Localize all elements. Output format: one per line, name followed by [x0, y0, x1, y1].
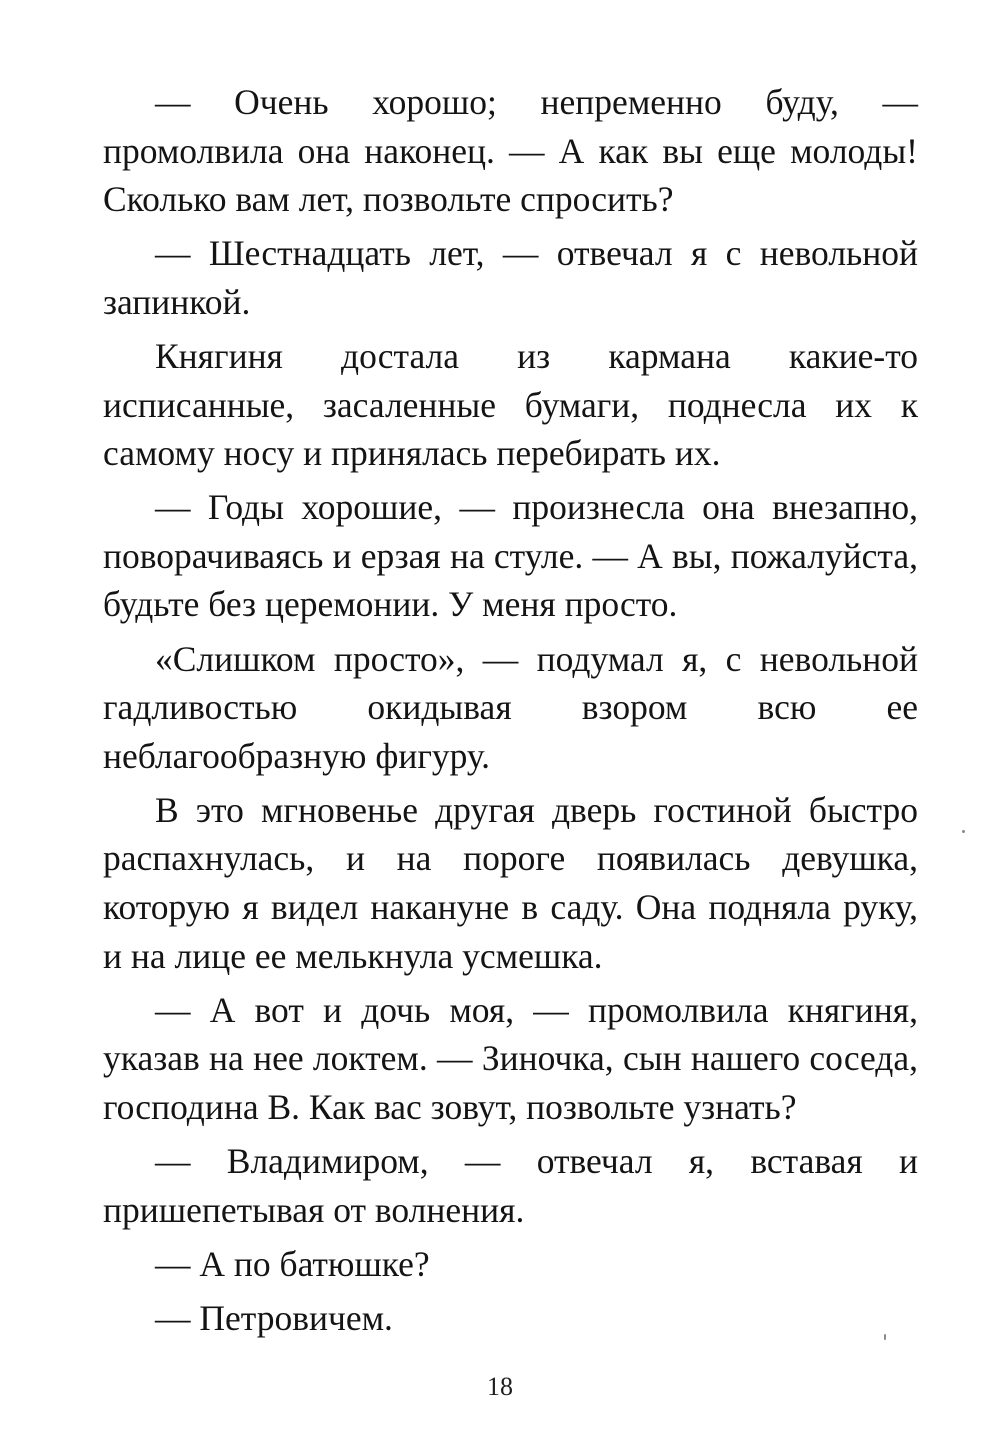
- paragraph-8: — Владимиром, — отвечал я, вставая и пришепетывая от волнения.: [103, 1140, 918, 1230]
- paragraph-1: — Очень хорошо; непременно буду, — промолвила она наконец. — А как вы еще молоды! Сколько вам лет, позвольте спросить?: [103, 82, 918, 220]
- scan-speck: [962, 830, 965, 833]
- scan-speck: [884, 1334, 886, 1340]
- page-number: 18: [487, 1372, 513, 1401]
- paragraph-7: — А вот и дочь моя, — промолвила княгиня, указав на нее локтем. — Зиночка, сын нашего соседа, господина В. Как вас зовут, позвольте узнать?: [103, 989, 918, 1127]
- paragraph-2: — Шестнадцать лет, — отвечал я с невольной запинкой.: [103, 233, 918, 322]
- paragraph-6: В это мгновенье другая дверь гостиной быстро распахнулась, и на пороге появилась девушка, которую я видел накануне в саду. Она подняла руку, и на лице ее мелькнула усмешка.: [103, 789, 918, 976]
- page-body-text: [103, 78, 918, 1348]
- paragraph-3: Княгиня достала из кармана какие-то исписанные, засаленные бумаги, поднесла их к самому носу и принялась перебирать их.: [103, 335, 918, 474]
- paragraph-10: — Петровичем.: [155, 1297, 393, 1338]
- paragraph-9: — А по батюшке?: [155, 1243, 430, 1284]
- paragraph-5: «Слишком просто», — подумал я, с невольной гадливостью окидывая взором всю ее неблагообразную фигуру.: [103, 638, 918, 776]
- paragraph-4: — Годы хорошие, — произнесла она внезапно, поворачиваясь и ерзая на стуле. — А вы, пожалуйста, будьте без церемонии. У меня просто.: [103, 487, 918, 625]
